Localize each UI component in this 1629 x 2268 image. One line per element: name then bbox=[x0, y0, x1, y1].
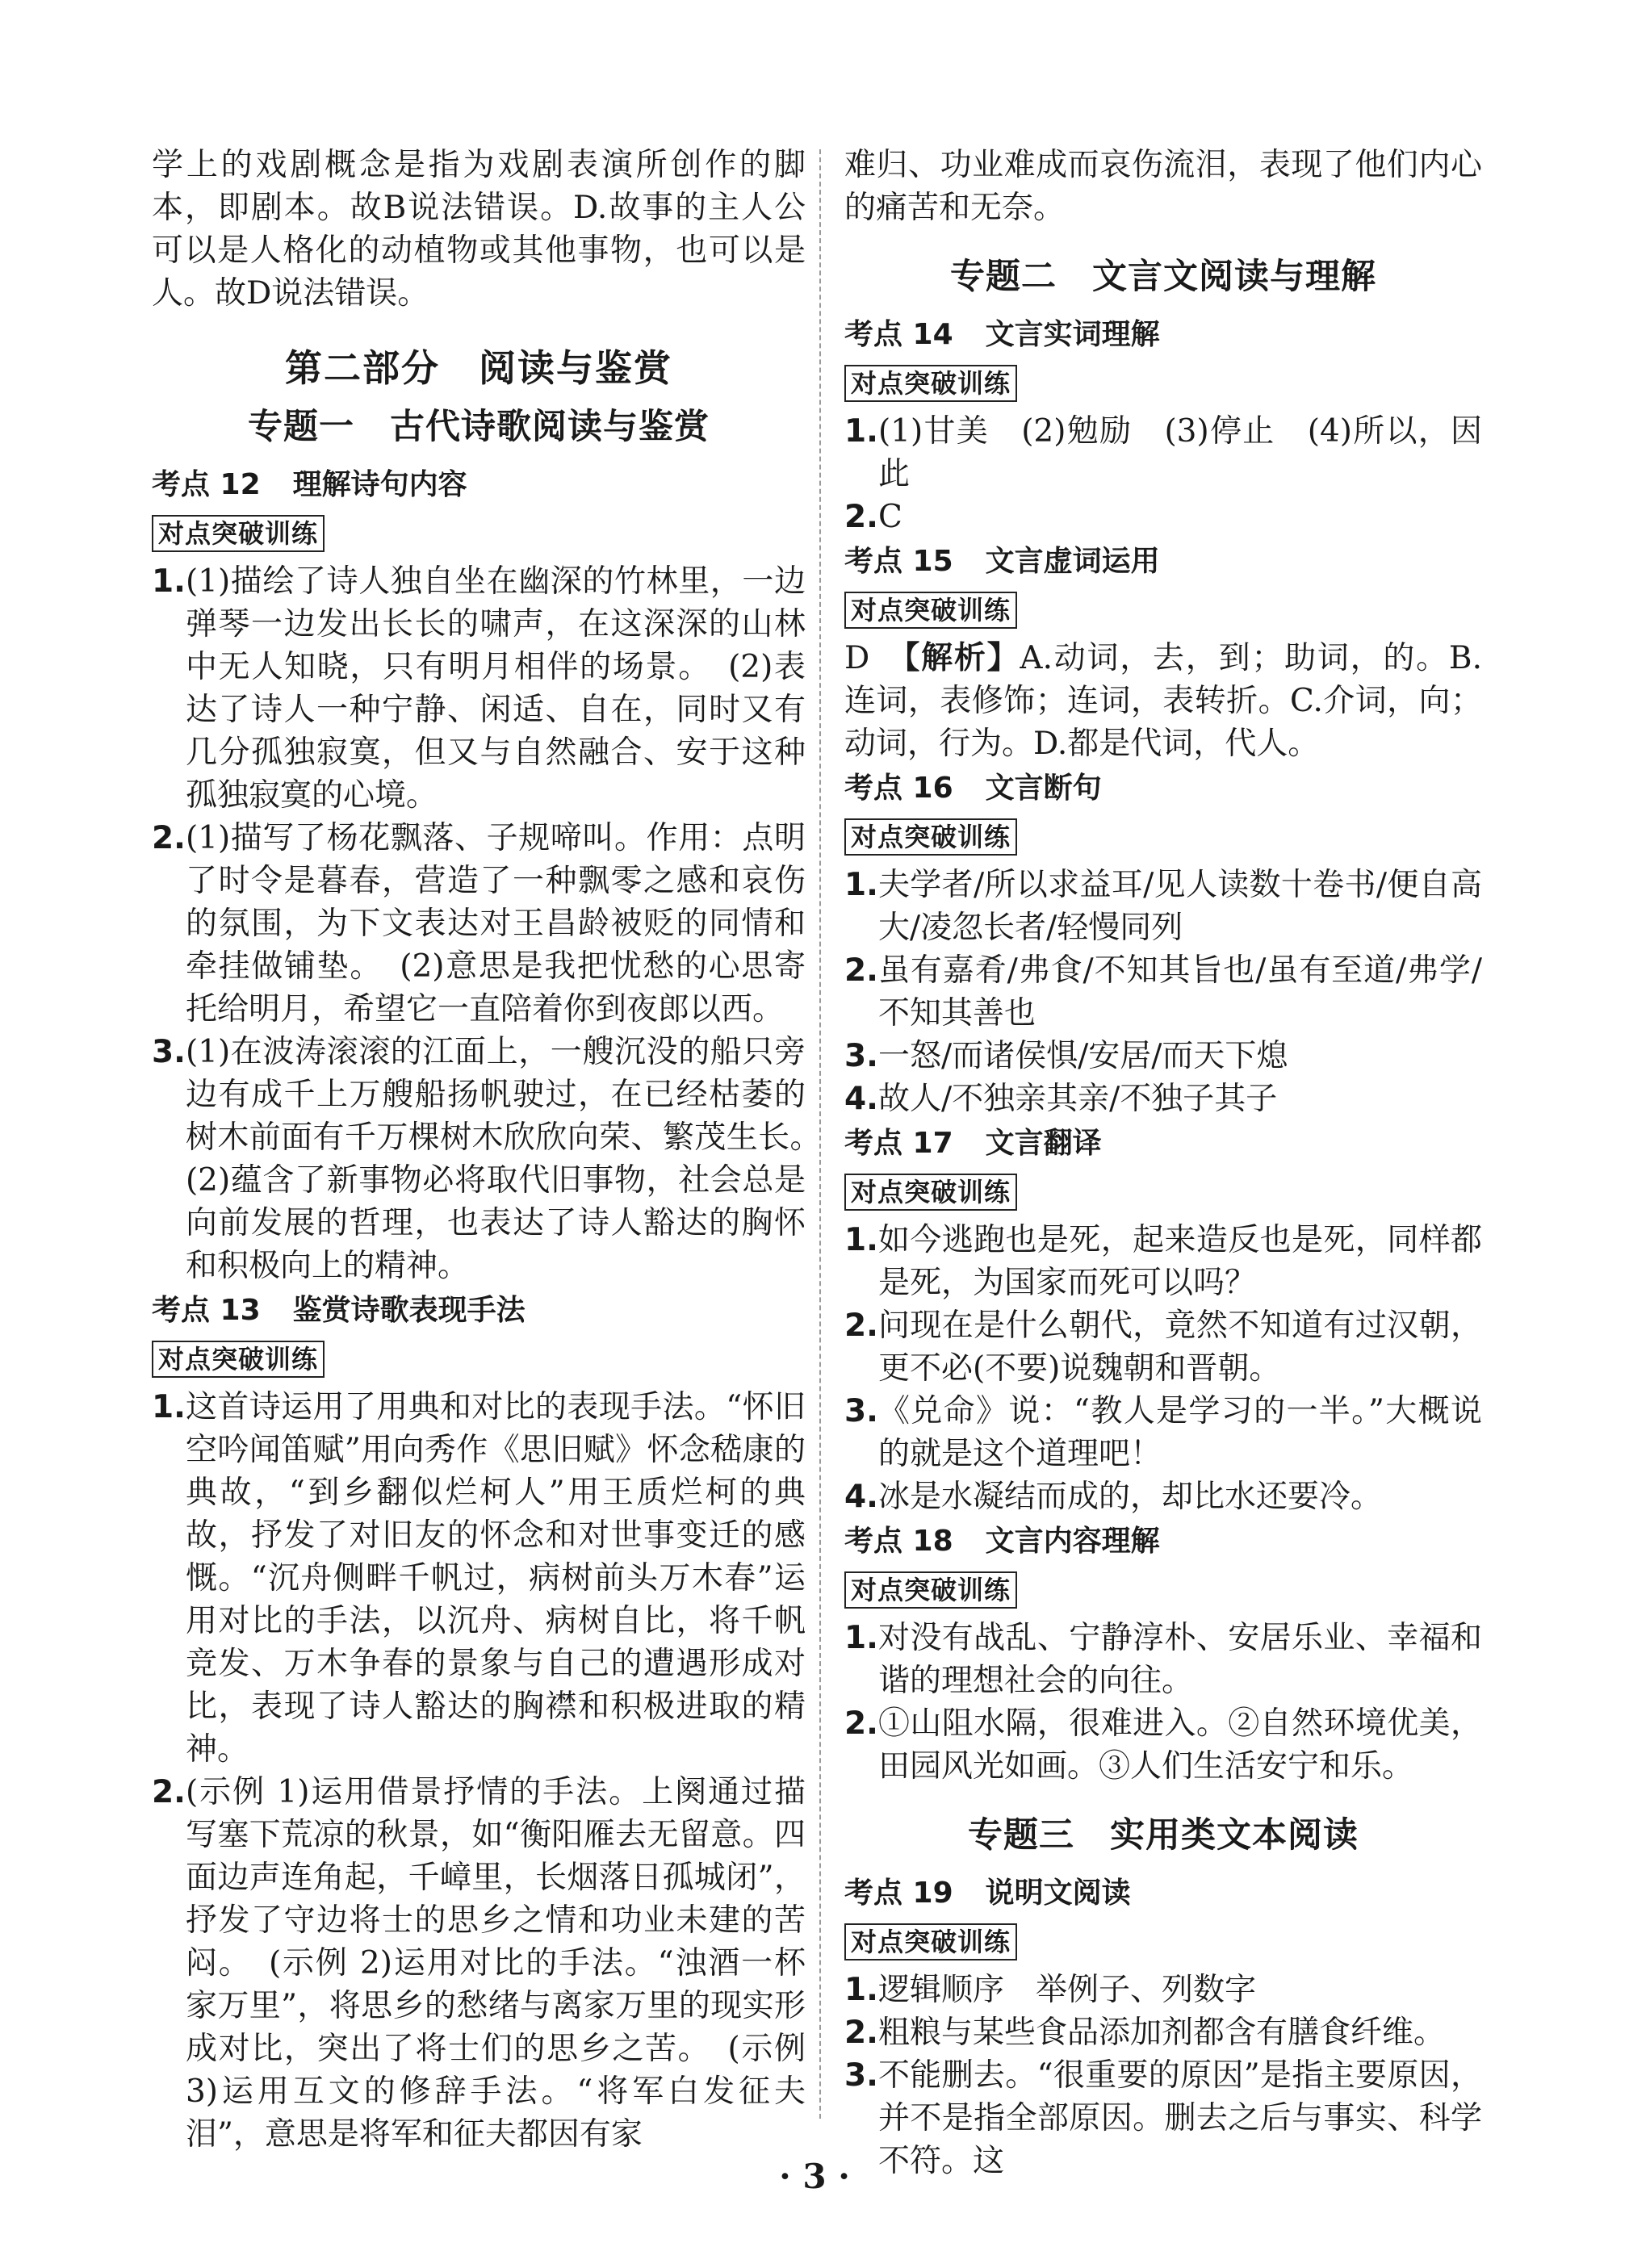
kaodian-title: 文言翻译 bbox=[985, 1127, 1102, 1160]
left-column bbox=[152, 144, 838, 2156]
list-item: 2. (1)描写了杨花飘落、子规啼叫。作用：点明了时令是暮春，营造了一种飘零之感和哀伤的氛围，为下文表达对王昌龄被贬的同情和牵挂做铺垫。 (2)意思是我把忧愁的心思寄托给明月，希望它一直陪着你到夜郎以西。 bbox=[152, 820, 806, 1027]
kaodian-number: 考点 19 bbox=[844, 1877, 953, 1910]
list-item: 2. 虽有嘉肴/弗食/不知其旨也/虽有至道/弗学/不知其善也 bbox=[844, 952, 1482, 1031]
kaodian-title: 鉴赏诗歌表现手法 bbox=[292, 1294, 526, 1327]
topic1-title: 专题一 古代诗歌阅读与鉴赏 bbox=[248, 407, 710, 447]
kaodian-number: 考点 18 bbox=[844, 1525, 953, 1558]
kaodian-number: 考点 17 bbox=[844, 1127, 953, 1160]
continued-paragraph: 难归、功业难成而哀伤流泪，表现了他们内心的痛苦和无奈。 bbox=[844, 147, 1482, 226]
part-title: 第二部分 阅读与鉴赏 bbox=[285, 346, 672, 390]
right-column bbox=[844, 144, 1482, 2182]
kaodian-number: 考点 12 bbox=[152, 468, 261, 501]
kaodian-number: 考点 15 bbox=[844, 545, 953, 578]
kaodian-13-heading bbox=[152, 1291, 806, 1331]
list-item: 2. 粗粮与某些食品添加剂都含有膳食纤维。 bbox=[844, 2015, 1445, 2051]
kaodian-12-heading bbox=[152, 465, 806, 505]
kaodian-19-heading bbox=[844, 1873, 1482, 1914]
training-tag: 对点突破训练 bbox=[844, 818, 1017, 856]
list-item: 1. 夫学者/所以求益耳/见人读数十卷书/便自高大/凌忽长者/轻慢同列 bbox=[844, 867, 1482, 946]
intro-paragraph: 学上的戏剧概念是指为戏剧表演所创作的脚本，即剧本。故B说法错误。D.故事的主人公可以是人格化的动植物或其他事物，也可以是人。故D说法错误。 bbox=[152, 147, 806, 312]
list-item: 3. 不能删去。“很重要的原因”是指主要原因，并不是指全部原因。删去之后与事实、科学不符。这 bbox=[844, 2057, 1482, 2179]
kaodian-14-heading bbox=[844, 315, 1482, 355]
kaodian-16-heading bbox=[844, 768, 1482, 809]
list-item: 1. (1)甘美 (2)勉励 (3)停止 (4)所以，因此 bbox=[844, 413, 1482, 492]
list-item: 2. (示例 1)运用借景抒情的手法。上阕通过描写塞下荒凉的秋景，如“衡阳雁去无留意。四面边声连角起，千嶂里，长烟落日孤城闭”，抒发了守边将士的思乡之情和功业未建的苦闷。 (示例 2)运用对比的手法。“浊酒一杯家万里”，将思乡的愁绪与离家万里的现实形成对比，突出了将士们的思乡之苦。 (示例 3)运用互文的修辞手法。“将军白发征夫泪”，意思是将军和征夫都因有家 bbox=[152, 1774, 806, 2153]
kaodian-15-heading bbox=[844, 542, 1482, 582]
kaodian-title: 理解诗句内容 bbox=[292, 468, 467, 501]
list-item: 3. (1)在波涛滚滚的江面上，一艘沉没的船只旁边有成千上万艘船扬帆驶过，在已经枯萎的树木前面有千万棵树木欣欣向荣、繁茂生长。 (2)蕴含了新事物必将取代旧事物，社会总是向前发展的哲理，也表达了诗人豁达的胸怀和积极向上的精神。 bbox=[152, 1034, 838, 1284]
list-item: 3. 《兑命》说：“教人是学习的一半。”大概说的就是这个道理吧！ bbox=[844, 1393, 1482, 1472]
list-item: 4. 故人/不独亲其亲/不独子其子 bbox=[844, 1081, 1278, 1117]
list-item: 2. ①山阻水隔，很难进入。②自然环境优美，田园风光如画。③人们生活安宁和乐。 bbox=[844, 1705, 1482, 1785]
training-tag: 对点突破训练 bbox=[844, 365, 1017, 402]
kaodian-number: 考点 14 bbox=[844, 318, 953, 351]
analysis-paragraph bbox=[844, 637, 1482, 765]
list-item: 1. 对没有战乱、宁静淳朴、安居乐业、幸福和谐的理想社会的向往。 bbox=[844, 1620, 1482, 1699]
topic2-title: 专题二 文言文阅读与理解 bbox=[950, 257, 1376, 297]
training-tag: 对点突破训练 bbox=[844, 1571, 1017, 1609]
list-item: 1. 逻辑顺序 举例子、列数字 bbox=[844, 1972, 1256, 2008]
topic3-title: 专题三 实用类文本阅读 bbox=[968, 1815, 1359, 1856]
training-tag: 对点突破训练 bbox=[844, 1923, 1017, 1960]
answer-letter: D bbox=[844, 640, 870, 676]
training-tag: 对点突破训练 bbox=[844, 1174, 1017, 1211]
kaodian-title: 说明文阅读 bbox=[985, 1877, 1131, 1910]
kaodian-17-heading bbox=[844, 1124, 1482, 1164]
kaodian-title: 文言虚词运用 bbox=[985, 545, 1160, 578]
kaodian-title: 文言断句 bbox=[985, 772, 1102, 805]
list-item: 4. 冰是水凝结而成的，却比水还要冷。 bbox=[844, 1479, 1382, 1515]
kaodian-title: 文言实词理解 bbox=[985, 318, 1160, 351]
list-item: 2. 问现在是什么朝代，竟然不知道有过汉朝，更不必(不要)说魏朝和晋朝。 bbox=[844, 1308, 1482, 1387]
kaodian-number: 考点 13 bbox=[152, 1294, 261, 1327]
training-tag: 对点突破训练 bbox=[152, 1341, 325, 1378]
analysis-text: A.动词，去，到；助词，的。B.连词，表修饰；连词，表转折。C.介词，向；动词，行为。D.都是代词，代人。 bbox=[844, 640, 1482, 762]
training-tag: 对点突破训练 bbox=[844, 592, 1017, 629]
list-item: 1. 如今逃跑也是死，起来造反也是死，同样都是死，为国家而死可以吗？ bbox=[844, 1222, 1482, 1301]
kaodian-number: 考点 16 bbox=[844, 772, 953, 805]
list-item: 1. 这首诗运用了用典和对比的表现手法。“怀旧空吟闻笛赋”用向秀作《思旧赋》怀念嵇康的典故，“到乡翻似烂柯人”用王质烂柯的典故，抒发了对旧友的怀念和对世事变迁的感慨。“沉舟侧畔千帆过，病树前头万木春”运用对比的手法，以沉舟、病树自比，将千帆竞发、万木争春的景象与自己的遭遇形成对比，表现了诗人豁达的胸襟和积极进取的精神。 bbox=[152, 1389, 806, 1768]
list-item: 1. (1)描绘了诗人独自坐在幽深的竹林里，一边弹琴一边发出长长的啸声，在这深深的山林中无人知晓，只有明月相伴的场景。 (2)表达了诗人一种宁静、闲适、自在，同时又有几分孤独寂寞，但又与自然融合、安于这种孤独寂寞的心境。 bbox=[152, 563, 806, 814]
analysis-label: 【解析】 bbox=[903, 640, 1020, 676]
list-item: 2. C bbox=[844, 499, 902, 535]
page-number: · 3 · bbox=[779, 2157, 850, 2196]
list-item: 3. 一怒/而诸侯惧/安居/而天下熄 bbox=[844, 1038, 1288, 1074]
kaodian-title: 文言内容理解 bbox=[985, 1525, 1160, 1558]
kaodian-18-heading bbox=[844, 1521, 1482, 1562]
training-tag: 对点突破训练 bbox=[152, 515, 325, 552]
column-divider bbox=[819, 149, 821, 2119]
